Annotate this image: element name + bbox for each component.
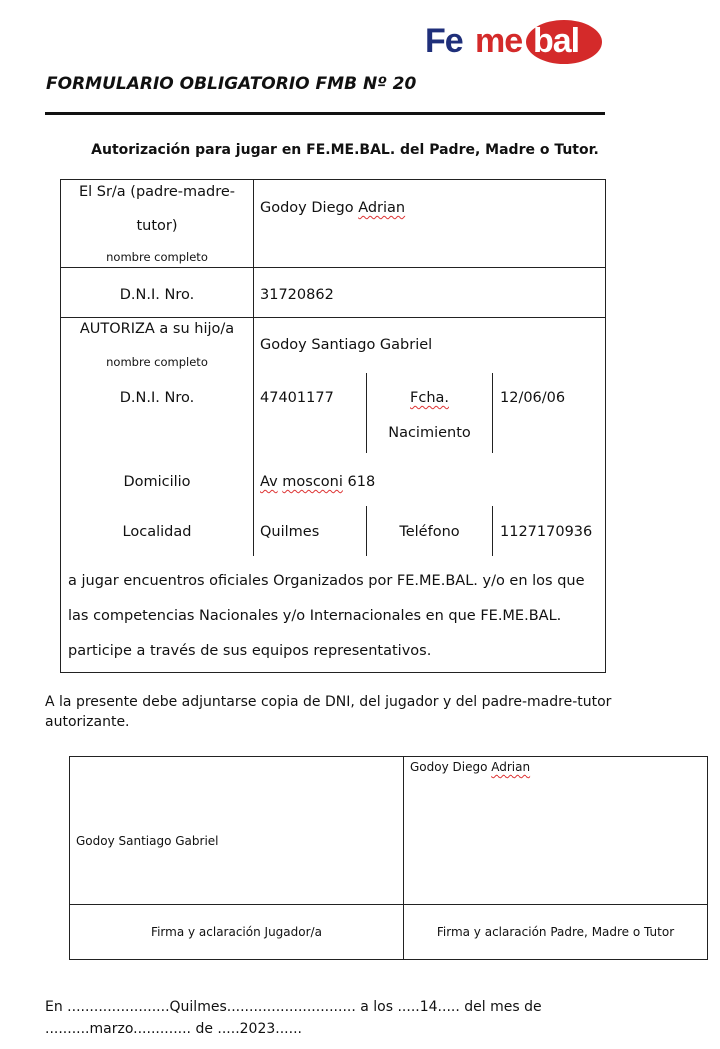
footer-line-2: ..........marzo............. de .....2023...... (45, 1021, 302, 1037)
form-subtitle (0, 142, 650, 158)
row-divider (61, 267, 605, 268)
birth-date-label-line2: Nacimiento (388, 425, 471, 441)
city-label: Localidad (122, 524, 192, 540)
column-divider (366, 373, 367, 453)
address-field[interactable]: Av mosconi 618 (260, 474, 376, 490)
birth-date-field[interactable]: 12/06/06 (500, 390, 566, 406)
title-divider (45, 112, 605, 115)
parent-dni-label: D.N.I. Nro. (119, 287, 195, 303)
child-label-hint: nombre completo (106, 355, 208, 369)
logo-text-bal: bal (533, 22, 580, 60)
address-label: Domicilio (123, 474, 191, 490)
footer-line-1: En .......................Quilmes............................. a los .....14..... del mes de (45, 999, 542, 1015)
row-divider (61, 317, 605, 318)
child-name-field[interactable]: Godoy Santiago Gabriel (260, 337, 433, 353)
phone-field[interactable]: 1127170936 (500, 524, 593, 540)
parent-label-hint: nombre completo (106, 250, 208, 264)
parent-label-line2: tutor) (136, 218, 178, 234)
parent-dni-field[interactable]: 31720862 (260, 287, 334, 303)
authorization-text: a jugar encuentros oficiales Organizados por FE.ME.BAL. y/o en los que las competencias Nacionales y/o Internacionales en que FE.ME.BAL. participe a través de sus equipos representativos. (68, 573, 585, 659)
parent-signature-field[interactable]: Godoy Diego Adrian (410, 760, 531, 774)
child-dni-label: D.N.I. Nro. (119, 390, 195, 406)
parent-signature-caption: Firma y aclaración Padre, Madre o Tutor (436, 925, 675, 939)
birth-date-label-line1: Fcha. (410, 390, 449, 406)
subtitle-text: Autorización para jugar en FE.ME.BAL. del Padre, Madre o Tutor. (91, 142, 599, 158)
child-label: AUTORIZA a su hijo/a (79, 321, 235, 337)
attachment-note: A la presente debe adjuntarse copia de DNI, del jugador y del padre-madre-tutor autorizante. (45, 694, 612, 730)
player-signature-caption: Firma y aclaración Jugador/a (151, 925, 322, 939)
femebal-logo (425, 18, 605, 66)
phone-label: Teléfono (399, 524, 460, 540)
city-field[interactable]: Quilmes (260, 524, 320, 540)
signature-table (69, 756, 708, 960)
column-divider (492, 373, 493, 453)
child-dni-field[interactable]: 47401177 (260, 390, 334, 406)
player-signature-field[interactable]: Godoy Santiago Gabriel (76, 834, 219, 848)
row-divider (70, 904, 707, 905)
logo-text-fe: Fe (425, 22, 463, 60)
parent-name-field[interactable]: Godoy Diego Adrian (260, 200, 406, 216)
form-title: FORMULARIO OBLIGATORIO FMB Nº 20 (46, 74, 417, 94)
column-divider (492, 506, 493, 556)
place-date-footer (45, 996, 645, 1040)
column-divider (253, 180, 254, 556)
parent-label-line1: El Sr/a (padre-madre- (78, 184, 236, 200)
logo-text-me: me (475, 22, 523, 60)
